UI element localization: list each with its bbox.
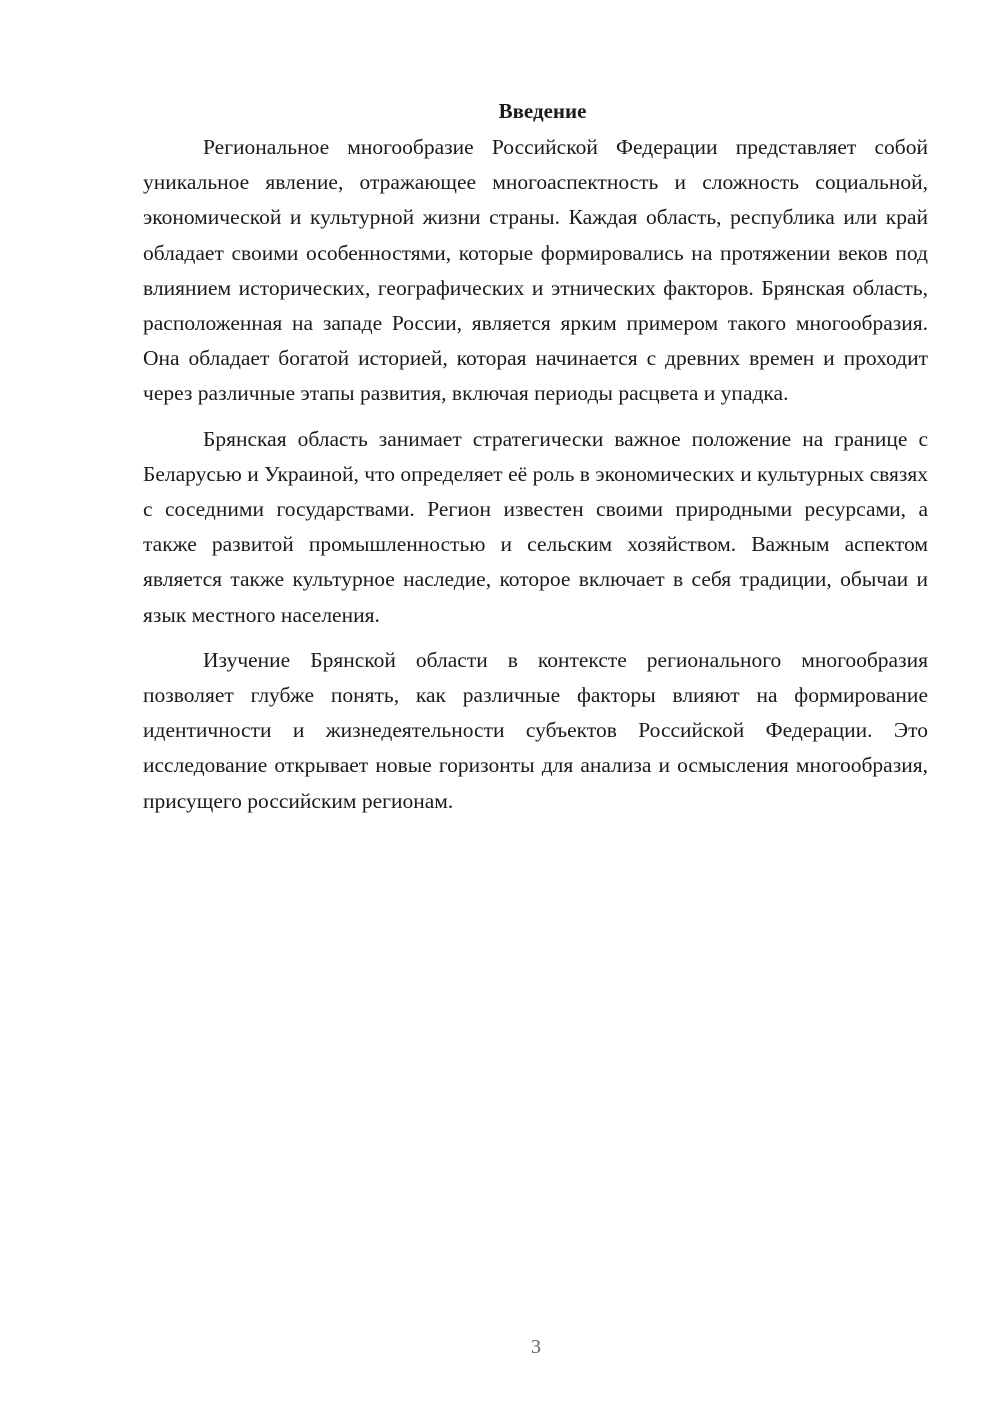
page-content: [143, 96, 928, 829]
page-number: 3: [531, 1336, 541, 1358]
section-heading: Введение: [498, 99, 587, 123]
paragraph-3: Изучение Брянской области в контексте регионального многообразия позволяет глубже понять, как различные факторы влияют на формирование идентичности и жизнедеятельности субъектов Российской Федерации. Это исследование открывает новые горизонты для анализа и осмысления многообразия, присущего российским регионам.: [143, 647, 928, 813]
paragraph-2: Брянская область занимает стратегически важное положение на границе с Беларусью и Украиной, что определяет её роль в экономических и культурных связях с соседними государствами. Регион известен своими природными ресурсами, а также развитой промышленностью и сельским хозяйством. Важным аспектом является также культурное наследие, которое включает в себя традиции, обычаи и язык местного населения.: [143, 426, 928, 627]
paragraph-1: Региональное многообразие Российской Федерации представляет собой уникальное явление, отражающее многоаспектность и сложность социальной, экономической и культурной жизни страны. Каждая область, республика или край обладает своими особенностями, которые формировались на протяжении веков под влиянием исторических, географических и этнических факторов. Брянская область, расположенная на западе России, является ярким примером такого многообразия. Она обладает богатой историей, которая начинается с древних времен и проходит через различные этапы развития, включая периоды расцвета и упадка.: [143, 135, 928, 406]
